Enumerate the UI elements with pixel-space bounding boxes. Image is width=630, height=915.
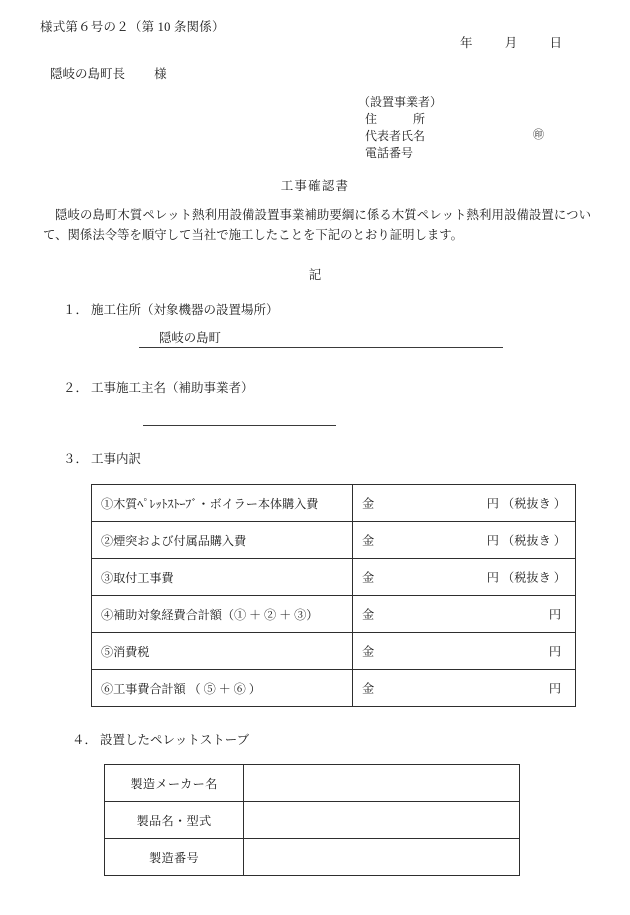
installer-representative-label: 代表者氏名	[365, 129, 426, 143]
section-number-2: ２．	[63, 381, 89, 395]
year-label: 年	[460, 36, 473, 50]
cost-row-label: ④補助対象経費合計額（① ＋ ② ＋ ③）	[92, 596, 353, 633]
seal-icon: ㊞	[533, 129, 544, 141]
section-title-3: 工事内訳	[91, 452, 142, 466]
cost-row-label: ①木質ﾍﾟﾚｯﾄｽﾄｰﾌﾞ・ボイラー本体購入費	[92, 485, 353, 522]
cost-breakdown-table	[91, 484, 576, 707]
stove-row-label: 製造番号	[105, 839, 244, 876]
stove-row-value[interactable]	[244, 839, 520, 876]
cost-row-label: ②煙突および付属品購入費	[92, 522, 353, 559]
cost-row-amount[interactable]	[353, 633, 576, 670]
form-number: 様式第６号の２（第 10 条関係）	[40, 20, 225, 34]
stove-row-value[interactable]	[244, 765, 520, 802]
stove-row-label: 製造メーカー名	[105, 765, 244, 802]
section-heading-2	[63, 378, 254, 396]
currency-prefix: 金	[362, 533, 375, 548]
cost-row-amount[interactable]	[353, 522, 576, 559]
currency-unit: 円 （税抜き ）	[486, 570, 566, 585]
section-heading-4	[72, 730, 249, 748]
currency-prefix: 金	[362, 607, 375, 622]
table-row	[105, 802, 520, 839]
section-number-1: １．	[63, 303, 89, 317]
installer-block	[358, 94, 544, 162]
installer-address-label: 住 所	[365, 112, 426, 126]
addressee-name: 隠岐の島町長	[50, 67, 126, 81]
section-number-4: ４．	[72, 733, 98, 747]
table-row	[92, 670, 576, 707]
construction-address-value: 隠岐の島町	[159, 331, 221, 345]
page-title: 工事確認書	[280, 179, 350, 193]
currency-prefix: 金	[362, 570, 375, 585]
cost-row-amount[interactable]	[353, 670, 576, 707]
stove-details-table	[104, 764, 520, 876]
table-row	[92, 633, 576, 670]
addressee	[50, 64, 167, 82]
section-heading-3	[63, 449, 141, 467]
table-row	[105, 765, 520, 802]
cost-row-amount[interactable]	[353, 596, 576, 633]
section-title-2: 工事施工主名（補助事業者）	[91, 381, 254, 395]
currency-unit: 円 （税抜き ）	[486, 496, 566, 511]
table-row	[92, 485, 576, 522]
cost-row-label: ⑤消費税	[92, 633, 353, 670]
section-title-1: 施工住所（対象機器の設置場所）	[91, 303, 279, 317]
body-paragraph	[43, 206, 591, 245]
body-paragraph-text: 隠岐の島町木質ペレット熱利用設備設置事業補助要綱に係る木質ペレット熱利用設備設置について、関係法令等を順守して当社で施工したことを下記のとおり証明します。	[43, 208, 591, 242]
construction-address-field[interactable]	[139, 330, 503, 348]
day-label: 日	[549, 36, 563, 50]
cost-row-amount[interactable]	[353, 559, 576, 596]
currency-prefix: 金	[362, 644, 375, 659]
month-label: 月	[504, 36, 518, 50]
table-row	[92, 596, 576, 633]
section-number-3: ３．	[63, 452, 89, 466]
table-row	[92, 522, 576, 559]
ki-marker: 記	[308, 268, 322, 282]
currency-prefix: 金	[362, 681, 375, 696]
currency-unit: 円	[548, 644, 561, 659]
table-row	[92, 559, 576, 596]
installer-phone-label: 電話番号	[365, 146, 414, 160]
cost-row-amount[interactable]	[353, 485, 576, 522]
stove-row-value[interactable]	[244, 802, 520, 839]
section-title-4: 設置したペレットストーブ	[100, 733, 250, 747]
stove-row-label: 製品名・型式	[105, 802, 244, 839]
installer-representative-row	[358, 128, 544, 145]
table-row	[105, 839, 520, 876]
currency-unit: 円	[548, 681, 561, 696]
currency-unit: 円	[548, 607, 561, 622]
section-heading-1	[63, 300, 279, 318]
contractor-name-field[interactable]	[143, 408, 336, 426]
installer-heading: （設置事業者）	[358, 95, 443, 109]
addressee-honorific: 様	[154, 67, 167, 81]
currency-prefix: 金	[362, 496, 375, 511]
currency-unit: 円 （税抜き ）	[486, 533, 566, 548]
date-line	[460, 33, 562, 51]
cost-row-label: ③取付工事費	[92, 559, 353, 596]
cost-row-label: ⑥工事費合計額 （ ⑤ ＋ ⑥ ）	[92, 670, 353, 707]
